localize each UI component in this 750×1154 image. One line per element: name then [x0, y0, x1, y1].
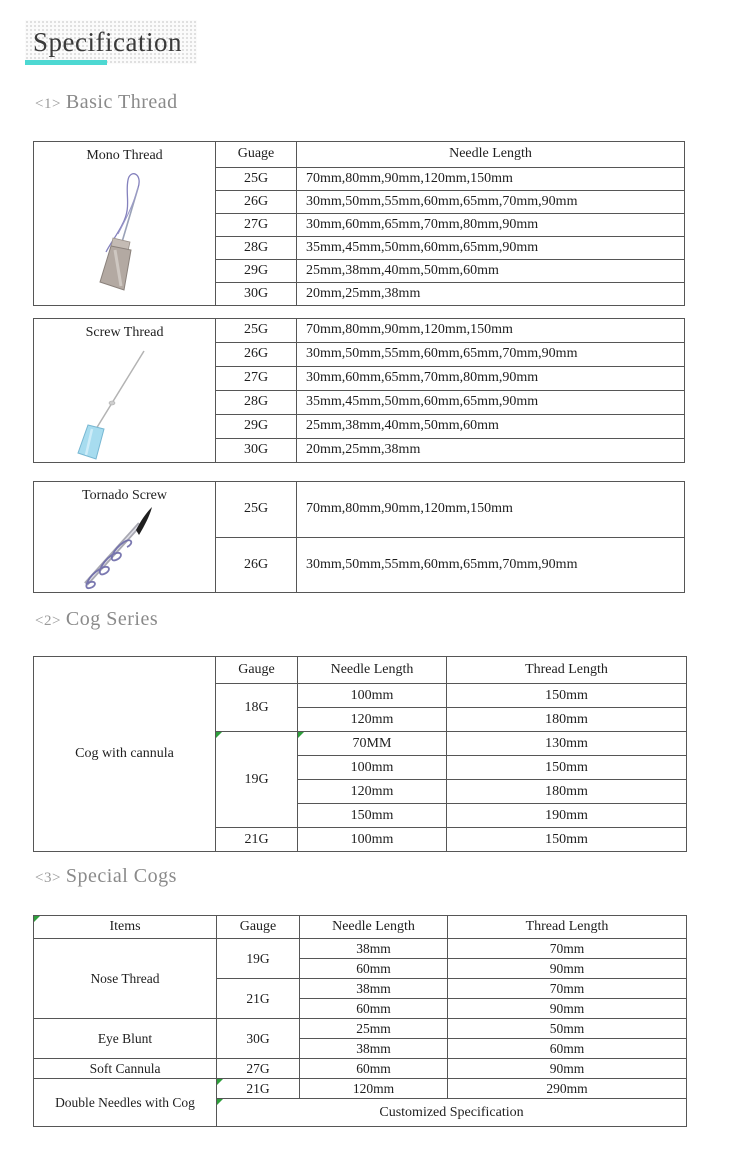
customized-specification-cell: Customized Specification [217, 1099, 687, 1127]
section-heading-cog-series [35, 608, 750, 631]
tornado-screw-needle-image [34, 506, 214, 592]
thread-length-cell: 90mm [448, 999, 687, 1019]
thread-length-cell: 150mm [447, 756, 687, 780]
table-row [34, 939, 687, 959]
mono-thread-table [33, 141, 685, 306]
gauge-cell: 27G [216, 367, 297, 391]
thread-length-cell: 90mm [448, 1059, 687, 1079]
gauge-cell: 26G [216, 191, 297, 214]
thread-length-cell: 90mm [448, 959, 687, 979]
green-corner-marker-icon [216, 732, 222, 738]
needle-length-cell: 25mm,38mm,40mm,50mm,60mm [297, 260, 685, 283]
table-header-row [34, 142, 685, 168]
item-cell: Soft Cannula [34, 1059, 217, 1079]
column-header-thread-length: Thread Length [448, 916, 687, 939]
table-row [34, 482, 685, 538]
special-cogs-table [33, 915, 687, 1127]
table-header-row [34, 657, 687, 684]
thread-length-cell: 60mm [448, 1039, 687, 1059]
needle-length-cell: 30mm,50mm,55mm,60mm,65mm,70mm,90mm [297, 537, 685, 593]
item-cell: Double Needles with Cog [34, 1079, 217, 1127]
page-title: Specification [25, 20, 197, 64]
column-header-items: Items [34, 916, 217, 939]
title-accent-bar [25, 60, 107, 65]
needle-length-cell: 25mm,38mm,40mm,50mm,60mm [297, 415, 685, 439]
product-cell [34, 482, 216, 593]
needle-length-cell: 70mm,80mm,90mm,120mm,150mm [297, 319, 685, 343]
section-number: <3> [35, 870, 61, 887]
table-row [34, 1079, 687, 1099]
column-header-gauge: Guage [216, 142, 297, 168]
thread-length-cell: 50mm [448, 1019, 687, 1039]
needle-length-cell: 120mm [300, 1079, 448, 1099]
needle-length-cell: 35mm,45mm,50mm,60mm,65mm,90mm [297, 391, 685, 415]
mono-thread-needle-image [34, 166, 214, 304]
column-header-gauge: Gauge [216, 657, 298, 684]
section-title: Special Cogs [65, 865, 177, 888]
gauge-cell: 29G [216, 260, 297, 283]
product-cell [34, 142, 216, 306]
tornado-screw-table [33, 481, 685, 593]
cog-series-table [33, 656, 687, 852]
needle-length-cell: 20mm,25mm,38mm [297, 283, 685, 306]
table-row [34, 1059, 687, 1079]
thread-length-cell: 190mm [447, 804, 687, 828]
gauge-cell: 30G [217, 1019, 300, 1059]
product-name: Screw Thread [85, 325, 164, 340]
thread-length-cell: 130mm [447, 732, 687, 756]
needle-length-cell: 120mm [298, 780, 447, 804]
needle-length-cell: 30mm,60mm,65mm,70mm,80mm,90mm [297, 214, 685, 237]
product-name-cell: Cog with cannula [34, 657, 216, 852]
gauge-cell: 27G [216, 214, 297, 237]
needle-length-cell: 25mm [300, 1019, 448, 1039]
needle-length-cell: 38mm [300, 939, 448, 959]
thread-length-cell: 70mm [448, 939, 687, 959]
gauge-cell: 30G [216, 283, 297, 306]
needle-length-cell: 100mm [298, 684, 447, 708]
item-cell: Nose Thread [34, 939, 217, 1019]
gauge-cell: 25G [216, 168, 297, 191]
section-number: <1> [35, 96, 61, 112]
thread-length-cell: 70mm [448, 979, 687, 999]
gauge-cell: 25G [216, 319, 297, 343]
needle-length-cell: 70mm,80mm,90mm,120mm,150mm [297, 168, 685, 191]
needle-length-cell: 38mm [300, 979, 448, 999]
needle-length-cell: 70MM [298, 732, 447, 756]
needle-length-cell: 35mm,45mm,50mm,60mm,65mm,90mm [297, 237, 685, 260]
gauge-cell: 18G [216, 684, 298, 732]
table-row [34, 1019, 687, 1039]
gauge-cell: 21G [216, 828, 298, 852]
section-number: <2> [35, 613, 61, 630]
green-corner-marker-icon [217, 1099, 223, 1105]
screw-thread-table [33, 318, 685, 463]
gauge-cell: 26G [216, 537, 297, 593]
table-row [34, 319, 685, 343]
needle-length-cell: 38mm [300, 1039, 448, 1059]
needle-length-cell: 20mm,25mm,38mm [297, 439, 685, 463]
needle-length-cell: 120mm [298, 708, 447, 732]
product-cell [34, 319, 216, 463]
thread-length-cell: 290mm [448, 1079, 687, 1099]
gauge-cell: 21G [217, 1079, 300, 1099]
column-header-gauge: Gauge [217, 916, 300, 939]
title-block [25, 20, 197, 65]
gauge-cell: 28G [216, 237, 297, 260]
needle-length-cell: 70mm,80mm,90mm,120mm,150mm [297, 482, 685, 538]
section-title: Cog Series [65, 608, 159, 631]
table-header-row [34, 916, 687, 939]
needle-length-cell: 150mm [298, 804, 447, 828]
column-header-needle-length: Needle Length [300, 916, 448, 939]
gauge-cell: 19G [217, 939, 300, 979]
gauge-cell: 19G [216, 732, 298, 828]
item-cell: Eye Blunt [34, 1019, 217, 1059]
needle-length-cell: 100mm [298, 756, 447, 780]
gauge-cell: 26G [216, 343, 297, 367]
thread-length-cell: 180mm [447, 780, 687, 804]
gauge-cell: 27G [217, 1059, 300, 1079]
needle-length-cell: 30mm,50mm,55mm,60mm,65mm,70mm,90mm [297, 343, 685, 367]
section-heading-special-cogs [35, 865, 750, 888]
needle-length-cell: 100mm [298, 828, 447, 852]
column-header-needle-length: Needle Length [297, 142, 685, 168]
green-corner-marker-icon [34, 916, 40, 922]
product-name: Mono Thread [86, 148, 163, 163]
screw-thread-needle-image [34, 343, 214, 461]
needle-length-cell: 30mm,50mm,55mm,60mm,65mm,70mm,90mm [297, 191, 685, 214]
gauge-cell: 28G [216, 391, 297, 415]
needle-length-cell: 60mm [300, 999, 448, 1019]
green-corner-marker-icon [217, 1079, 223, 1085]
gauge-cell: 21G [217, 979, 300, 1019]
gauge-cell: 30G [216, 439, 297, 463]
thread-length-cell: 150mm [447, 684, 687, 708]
section-title: Basic Thread [65, 91, 178, 113]
column-header-thread-length: Thread Length [447, 657, 687, 684]
gauge-cell: 29G [216, 415, 297, 439]
thread-length-cell: 150mm [447, 828, 687, 852]
needle-length-cell: 60mm [300, 959, 448, 979]
gauge-cell: 25G [216, 482, 297, 538]
thread-length-cell: 180mm [447, 708, 687, 732]
needle-length-cell: 60mm [300, 1059, 448, 1079]
green-corner-marker-icon [298, 732, 304, 738]
column-header-needle-length: Needle Length [298, 657, 447, 684]
product-name: Tornado Screw [82, 488, 167, 503]
needle-length-cell: 30mm,60mm,65mm,70mm,80mm,90mm [297, 367, 685, 391]
section-heading-basic-thread [35, 91, 750, 114]
